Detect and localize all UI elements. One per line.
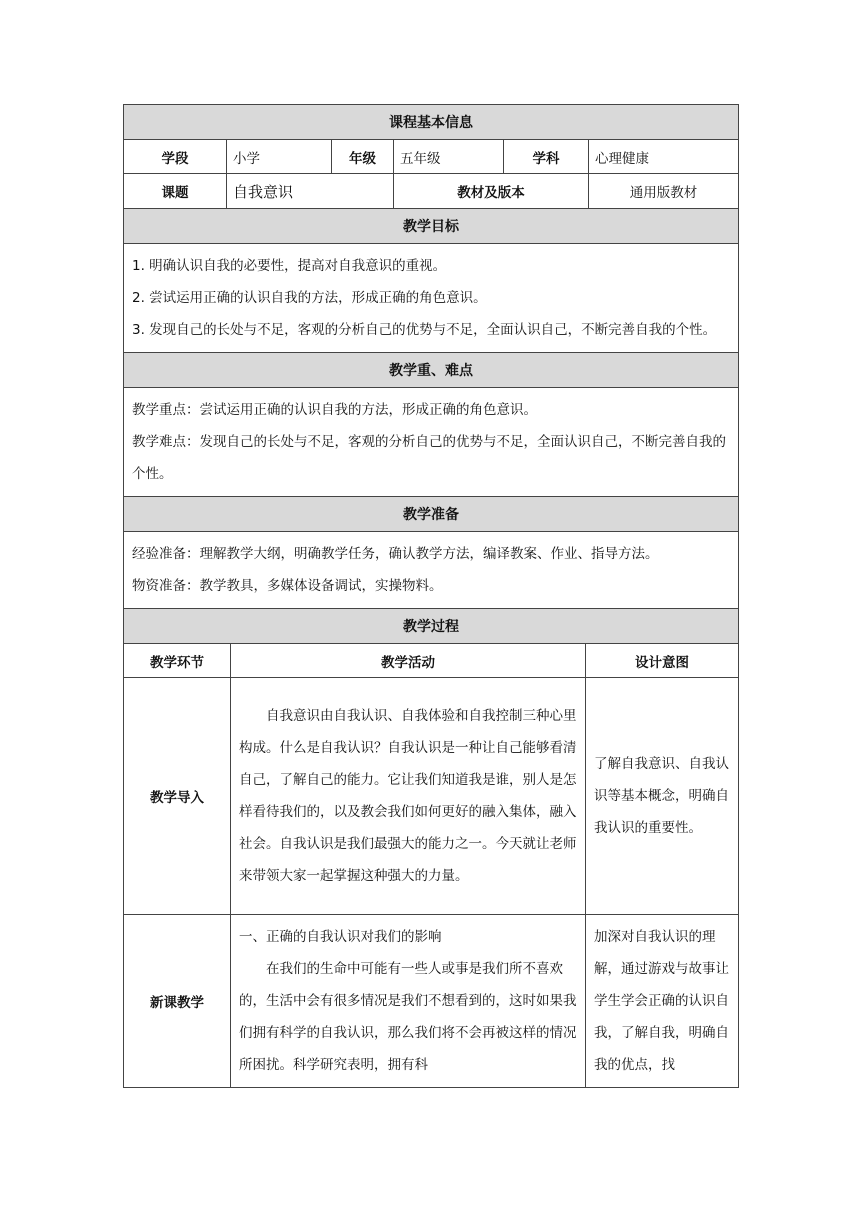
objective-item: 2. 尝试运用正确的认识自我的方法，形成正确的角色意识。 xyxy=(132,290,487,306)
process-header: 教学过程 xyxy=(124,609,739,644)
activity-text: 在我们的生命中可能有一些人或事是我们所不喜欢的，生活中会有很多情况是我们不想看到的，这时如果我们拥有科学的自我认识，那么我们将不会再被这样的情况所困扰。科学研究表明，拥有科 xyxy=(239,961,577,1073)
materials-preparation: 物资准备：教学教具，多媒体设备调试，实操物料。 xyxy=(132,578,443,594)
col-stage-header: 教学环节 xyxy=(124,644,231,678)
key-points-body xyxy=(124,388,739,497)
objective-item: 1. 明确认识自我的必要性，提高对自我意识的重视。 xyxy=(132,258,447,274)
subject-label: 学科 xyxy=(504,140,589,174)
activity-text: 自我意识由自我认识、自我体验和自我控制三种心里构成。什么是自我认识？自我认识是一种让自己能够看清自己，了解自己的能力。它让我们知道我是谁，别人是怎样看待我们的，以及教会我们如何更好的融入集体，融入社会。自我认识是我们最强大的能力之一。今天就让老师来带领大家一起掌握这种强大的力量。 xyxy=(239,708,577,884)
preparation-body xyxy=(124,532,739,609)
process-stage: 新课教学 xyxy=(124,915,231,1088)
topic-value: 自我意识 xyxy=(227,174,394,209)
process-stage: 教学导入 xyxy=(124,678,231,915)
key-point: 教学重点：尝试运用正确的认识自我的方法，形成正确的角色意识。 xyxy=(132,402,537,418)
activity-heading: 一、正确的自我认识对我们的影响 xyxy=(239,929,442,945)
textbook-value: 通用版教材 xyxy=(589,174,739,209)
lesson-plan-table xyxy=(123,104,739,644)
stage-value: 小学 xyxy=(227,140,332,174)
textbook-label: 教材及版本 xyxy=(394,174,589,209)
objectives-header: 教学目标 xyxy=(124,209,739,244)
col-activity-header: 教学活动 xyxy=(231,644,586,678)
process-intent: 加深对自我认识的理解，通过游戏与故事让学生学会正确的认识自我，了解自我，明确自我的优点，找 xyxy=(586,915,739,1088)
difficult-point: 教学难点：发现自己的长处与不足，客观的分析自己的优势与不足，全面认识自己，不断完善自我的个性。 xyxy=(132,434,726,482)
lesson-plan-document xyxy=(123,104,738,1088)
objective-item: 3. 发现自己的长处与不足，客观的分析自己的优势与不足，全面认识自己，不断完善自我的个性。 xyxy=(132,322,717,338)
process-intent: 了解自我意识、自我认识等基本概念，明确自我认识的重要性。 xyxy=(586,678,739,915)
grade-label: 年级 xyxy=(332,140,394,174)
process-table xyxy=(123,643,739,1088)
process-activity xyxy=(231,915,586,1088)
experience-preparation: 经验准备：理解教学大纲，明确教学任务，确认教学方法，编译教案、作业、指导方法。 xyxy=(132,546,659,562)
subject-value: 心理健康 xyxy=(589,140,739,174)
preparation-header: 教学准备 xyxy=(124,497,739,532)
key-points-header: 教学重、难点 xyxy=(124,353,739,388)
grade-value: 五年级 xyxy=(394,140,504,174)
objectives-body xyxy=(124,244,739,353)
topic-label: 课题 xyxy=(124,174,227,209)
col-intent-header: 设计意图 xyxy=(586,644,739,678)
stage-label: 学段 xyxy=(124,140,227,174)
process-activity xyxy=(231,678,586,915)
basic-info-header: 课程基本信息 xyxy=(124,105,739,140)
